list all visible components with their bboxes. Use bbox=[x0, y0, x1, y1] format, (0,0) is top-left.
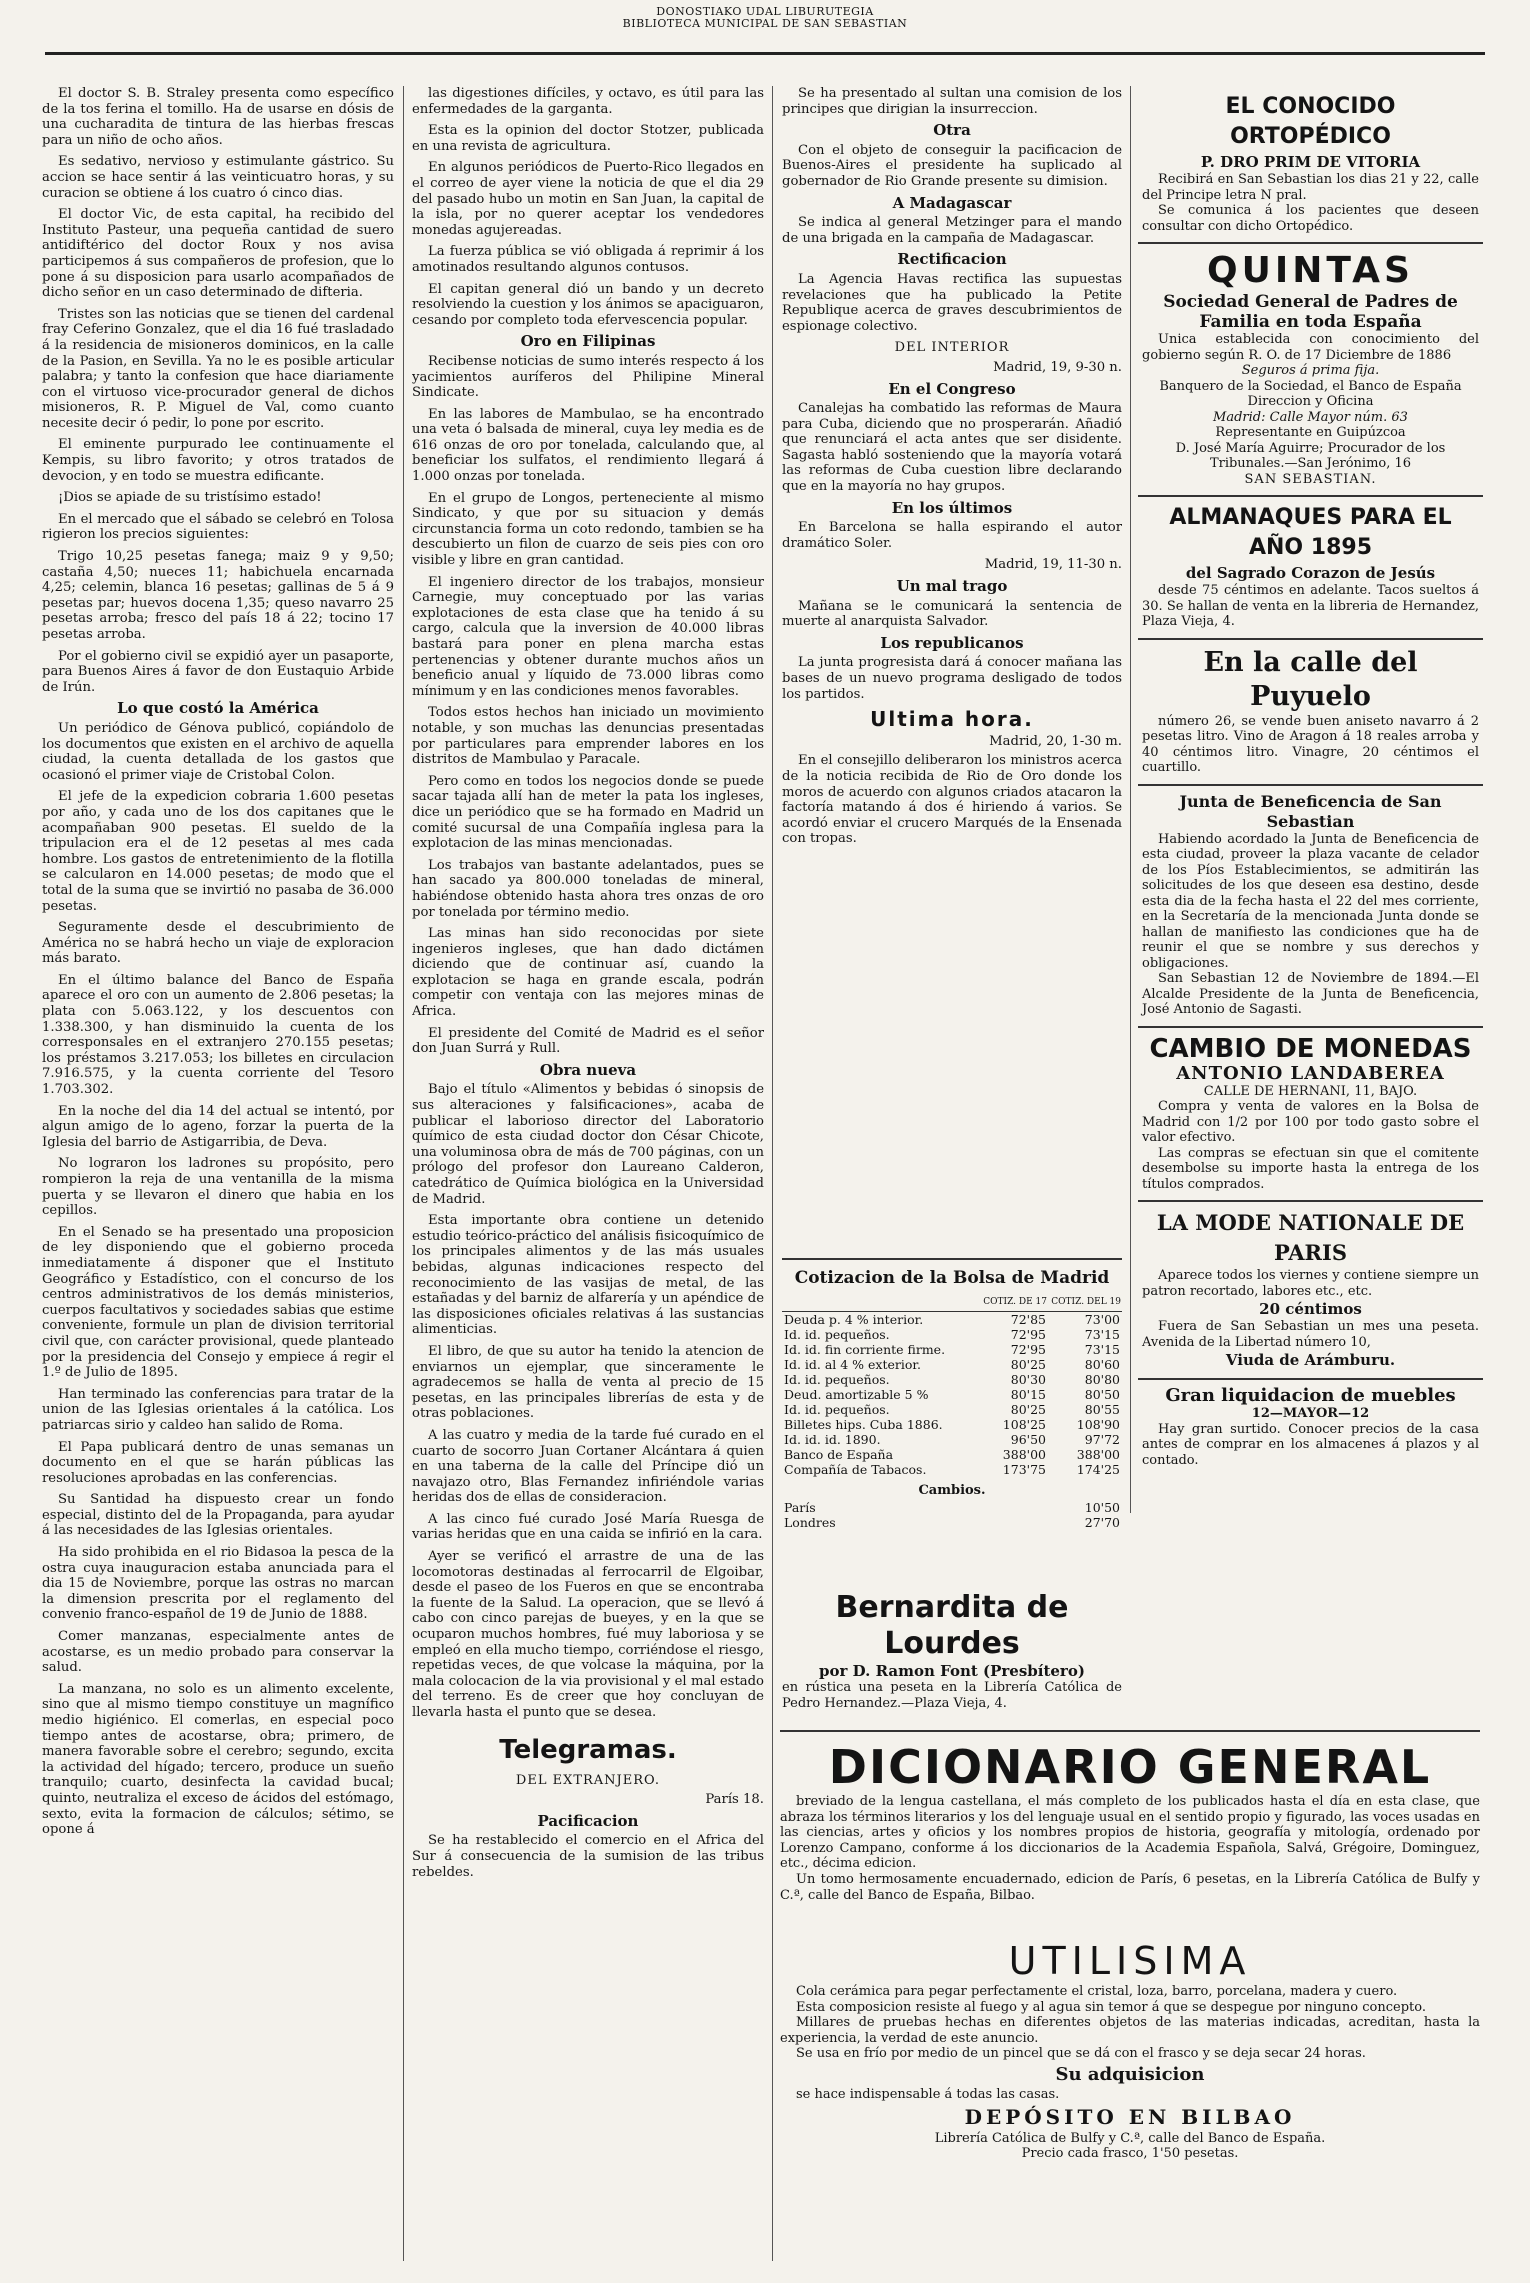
table-row bbox=[782, 1462, 1122, 1477]
section-heading: Pacificacion bbox=[537, 1811, 639, 1830]
ad-utilisima bbox=[780, 1938, 1480, 2161]
ad-ortopedico-title: EL CONOCIDO ORTOPÉDICO bbox=[1225, 94, 1396, 149]
table-row bbox=[782, 1447, 1122, 1462]
ad-quintas bbox=[1138, 244, 1483, 497]
bolsa-quote: 80'80 bbox=[1084, 1372, 1120, 1387]
article-paragraph: Se indica al general Metzinger para el mando de una brigada en la campaña de Madagascar. bbox=[782, 215, 1122, 246]
cambio-city: París bbox=[784, 1500, 816, 1515]
bolsa-quote: 174'25 bbox=[1076, 1462, 1120, 1477]
cambio-city: Londres bbox=[784, 1515, 836, 1530]
article-paragraph: Pero como en todos los negocios donde se puede sacar tajada allí han de meter la pata los ingleses, dice un periódico que se ha formado en Madrid un comité sucursal de una Compañía inglesa para la explotacion de las minas mencionadas. bbox=[412, 773, 764, 852]
ad-almanaques bbox=[1138, 497, 1483, 640]
bolsa-security-name: Id. id. fin corriente firme. bbox=[784, 1342, 946, 1357]
section-heading: Lo que costó la América bbox=[117, 699, 319, 718]
ad-cambio-text2: Las compras se efectuan sin que el comitente desembolse su importe hasta la entrega de los títulos comprados. bbox=[1142, 1145, 1479, 1192]
bolsa-col-a: COTIZ. DE 17 bbox=[974, 1294, 1048, 1312]
article-paragraph: Los trabajos van bastante adelantados, pues se han sacado ya 800.000 toneladas de mineral, habiéndose obtenido hasta ahora tres onzas de oro por tonelada por término medio. bbox=[412, 857, 764, 920]
ad-mode-title: LA MODE NATIONALE DE PARIS bbox=[1156, 1210, 1465, 1265]
ad-cambio-title: CAMBIO DE MONEDAS bbox=[1149, 1033, 1472, 1064]
bolsa-quote: 80'30 bbox=[1010, 1372, 1046, 1387]
ad-diccionario-title: DICIONARIO GENERAL bbox=[828, 1740, 1432, 1794]
section-heading: Telegramas. bbox=[499, 1734, 677, 1765]
ad-quintas-dir: Direccion y Oficina bbox=[1247, 394, 1374, 409]
ad-utilisima-t2: Esta composicion resiste al fuego y al agua sin temor á que se despegue por ninguno concepto. bbox=[796, 1999, 1426, 2015]
article-paragraph: El Papa publicará dentro de unas semanas un documento en el que se harán públicas las resoluciones aprobadas en las conferencias. bbox=[42, 1439, 394, 1486]
ad-muebles-sub: 12—MAYOR—12 bbox=[1251, 1406, 1370, 1421]
section-heading: Madrid, 19, 11-30 n. bbox=[984, 557, 1122, 573]
ad-puyuelo-text: número 26, se vende buen aniseto navarro á 2 pesetas litro. Vino de Aragon á 18 reales arroba y 40 céntimos litro. Vinagre, 20 céntimos el cuartillo. bbox=[1142, 713, 1479, 775]
column-divider-1 bbox=[403, 86, 404, 2261]
cambio-rate: 27'70 bbox=[1084, 1515, 1120, 1530]
column-divider-2 bbox=[772, 86, 773, 2261]
article-paragraph: El jefe de la expedicion cobraria 1.600 pesetas por año, y cada uno de los dos capitanes que le acompañaban 900 pesetas. El sueldo de la tripulacion era el de 12 pesetas al mes cada hombre. Los gastos de entretenimiento de la flotilla se calcularon en 14.000 pesetas; de modo que el total de la suma que se invirtió no pasaba de 36.000 pesetas. bbox=[42, 789, 394, 914]
article-paragraph: Ayer se verificó el arrastre de una de las locomotoras destinadas al ferrocarril de Elgoibar, desde el paseo de los Fueros en que se encontraba la fuente de la Salud. La operacion, que se llevó á cabo con cinco parejas de bueyes, y en la que se ocuparon muchos hombres, fué muy laboriosa y se empleó en ella mucho tiempo, corriéndose el riesgo, repetidas veces, de que volcase la máquina, por la mala colocacion de la via provisional y el mal estado del terreno. Es de creer que hoy concluyan de llevarla hasta el punto que se desea. bbox=[412, 1549, 764, 1720]
article-paragraph: La fuerza pública se vió obligada á reprimir á los amotinados resultando algunos contusos. bbox=[412, 244, 764, 275]
article-paragraph: En el mercado que el sábado se celebró en Tolosa rigieron los precios siguientes: bbox=[42, 511, 394, 543]
bolsa-quote: 173'75 bbox=[1002, 1462, 1046, 1477]
article-paragraph: La manzana, no solo es un alimento excelente, sino que al mismo tiempo constituye un magnífico medio higiénico. El comerlas, en especial poco tiempo antes de acostarse, obra; primero, de manera favorable sobre el cerebro; segundo, excita la actividad del hígado; tercero, produce un sueño tranquilo; cuarto, desinfecta la cavidad bucal; quinto, neutraliza el exceso de ácidos del estómago, sexto, evita la formacion de cálculos; sétimo, se opone á bbox=[42, 1681, 394, 1838]
bolsa-table bbox=[782, 1294, 1122, 1477]
article-paragraph: En algunos periódicos de Puerto-Rico llegados en el correo de ayer viene la noticia de que el dia 29 del pasado hubo un motin en San Juan, la capital de la isla, por no querer aceptar los vendedores monedas agujereadas. bbox=[412, 160, 764, 238]
section-heading: Rectificacion bbox=[897, 250, 1007, 269]
article-paragraph: Esta importante obra contiene un detenido estudio teórico-práctico del análisis fisicoquímico de los principales alimentos y de las más usuales bebidas, algunas indicaciones respecto del reconocimiento de las vasijas de metal, de las estañadas y del barniz de alfarería y un apéndice de las disposiciones oficiales relativas á las sustancias alimenticias. bbox=[412, 1213, 764, 1338]
bolsa-quote: 80'60 bbox=[1084, 1357, 1120, 1372]
ad-cambio-name: ANTONIO LANDABEREA bbox=[1176, 1062, 1445, 1084]
ad-cambio-text: Compra y venta de valores en la Bolsa de Madrid con 1/2 por 100 por todo gasto sobre el valor efectivo. bbox=[1142, 1099, 1479, 1145]
bolsa-quote: 80'25 bbox=[1010, 1402, 1046, 1417]
article-paragraph: las digestiones difíciles, y octavo, es útil para las enfermedades de la garganta. bbox=[412, 86, 764, 117]
ad-muebles bbox=[1138, 1380, 1483, 1476]
article-paragraph: Seguramente desde el descubrimiento de América no se habrá hecho un viaje de exploracion más barato. bbox=[42, 920, 394, 967]
table-row bbox=[782, 1515, 1122, 1530]
ad-utilisima-t7: Precio cada frasco, 1'50 pesetas. bbox=[1021, 2145, 1239, 2161]
table-row bbox=[782, 1372, 1122, 1387]
bolsa-quote: 97'72 bbox=[1084, 1432, 1120, 1447]
bolsa-quote: 80'55 bbox=[1084, 1402, 1120, 1417]
cambios-title: Cambios. bbox=[918, 1483, 986, 1498]
bolsa-col-b: COTIZ. DEL 19 bbox=[1048, 1294, 1122, 1312]
cambio-rate: 10'50 bbox=[1084, 1500, 1120, 1515]
ad-cambio bbox=[1138, 1028, 1483, 1203]
article-paragraph: El presidente del Comité de Madrid es el señor don Juan Surrá y Rull. bbox=[412, 1025, 764, 1057]
bolsa-security-name: Id. id. pequeños. bbox=[784, 1372, 890, 1387]
table-row bbox=[782, 1387, 1122, 1402]
bolsa-security-name: Deuda p. 4 % interior. bbox=[784, 1312, 924, 1327]
article-paragraph: El doctor Vic, de esta capital, ha recibido del Instituto Pasteur, una pequeña cantidad de suero antidiftérico del doctor Roux y nos avisa participemos á sus compañeros de profesion, que lo pone á su disposicion para usarlo acompañados de dicho señor en un caso determinado de difteria. bbox=[42, 207, 394, 301]
ads-column bbox=[1138, 86, 1483, 1516]
bolsa-quote: 80'15 bbox=[1010, 1387, 1046, 1402]
ad-quintas-title: QUINTAS bbox=[1207, 250, 1414, 291]
bolsa-section bbox=[782, 1258, 1122, 1530]
column-1 bbox=[42, 86, 394, 2263]
section-heading: París 18. bbox=[705, 1792, 764, 1808]
ad-quintas-text: Unica establecida con conocimiento del gobierno según R. O. de 17 Diciembre de 1886 bbox=[1142, 332, 1479, 363]
ad-junta-text: Habiendo acordado la Junta de Beneficencia de esta ciudad, proveer la plaza vacante de celador de los Píos Establecimientos, se admitirán las solicitudes de los que deseen esa destino, desde esta dia de la fecha hasta el 22 del mes corriente, en la Secretaría de la mencionada Junta donde se hallan de manifiesto las condiciones que ha de reunir el que se nombre y sus derechos y obligaciones. bbox=[1142, 831, 1479, 971]
article-paragraph: Un periódico de Génova publicó, copiándolo de los documentos que existen en el archivo de aquella ciudad, la cuenta detallada de los gastos que ocasionó el primer viaje de Cristobal Colon. bbox=[42, 720, 394, 783]
ad-muebles-text: Hay gran surtido. Conocer precios de la casa antes de comprar en los almacenes á plazos y al contado. bbox=[1142, 1421, 1479, 1468]
table-row bbox=[782, 1500, 1122, 1515]
ad-utilisima-t4: Se usa en frío por medio de un pincel que se dá con el frasco y se deja secar 24 horas. bbox=[796, 2046, 1366, 2062]
ad-utilisima-t1: Cola cerámica para pegar perfectamente el cristal, loza, barro, porcelana, madera y cuero. bbox=[796, 1984, 1398, 1999]
article-paragraph: Trigo 10,25 pesetas fanega; maiz 9 y 9,50; castaña 4,50; nueces 11; habichuela encarnada 4,25; celemin, blanca 16 pesetas; gallinas de 5 á 9 pesetas par; huevos docena 1,35; queso navarro 25 pesetas arroba; fresco del país 18 á 22; tocino 17 pesetas arroba. bbox=[42, 549, 394, 642]
article-paragraph: No lograron los ladrones su propósito, pero rompieron la reja de una ventanilla de la misma puerta y se llevaron el dinero que habia en los cepillos. bbox=[42, 1156, 394, 1219]
ad-ortopedico-text: Recibirá en San Sebastian los dias 21 y 22, calle del Principe letra N pral. bbox=[1142, 172, 1479, 203]
article-paragraph: Esta es la opinion del doctor Stotzer, publicada en una revista de agricultura. bbox=[412, 123, 764, 154]
ad-utilisima-adq: Su adquisicion bbox=[1055, 2063, 1205, 2085]
section-heading: Un mal trago bbox=[896, 577, 1008, 596]
ad-mode-text: Aparece todos los viernes y contiene siempre un patron recortado, labores etc., etc. bbox=[1142, 1268, 1479, 1299]
article-paragraph: A las cuatro y media de la tarde fué curado en el cuarto de socorro Juan Cortaner Alcántara á quien en una taberna de la calle del Príncipe dió un navajazo otro, Blas Fernandez infiriéndole varias heridas dos de ellas de consideracion. bbox=[412, 1427, 764, 1506]
section-heading: Los republicanos bbox=[880, 633, 1024, 652]
bolsa-quote: 72'85 bbox=[1010, 1312, 1046, 1327]
section-heading: DEL EXTRANJERO. bbox=[515, 1772, 661, 1788]
ad-almanaques-title: ALMANAQUES PARA EL AÑO 1895 bbox=[1169, 505, 1452, 560]
ad-utilisima-t3: Millares de pruebas hechas en diferentes objetos de las materias indicadas, acreditan, hasta la experiencia, la verdad de este anuncio. bbox=[780, 2015, 1480, 2046]
article-paragraph: En el consejillo deliberaron los ministros acerca de la noticia recibida de Rio de Oro donde los moros de acuerdo con algunos criados atacaron la factoría matando á dos é hiriendo á varios. Se acordó enviar el crucero Marqués de la Ensenada con tropas. bbox=[782, 753, 1122, 847]
article-paragraph: Por el gobierno civil se expidió ayer un pasaporte, para Buenos Aires á favor de don Eustaquio Arbide de Irún. bbox=[42, 648, 394, 695]
ad-ortopedico-name: P. DRO PRIM DE VITORIA bbox=[1200, 153, 1421, 171]
article-paragraph: La junta progresista dará á conocer mañana las bases de un nuevo programa desligado de todos los partidos. bbox=[782, 655, 1122, 702]
section-heading: A Madagascar bbox=[892, 193, 1012, 212]
ad-diccionario-text2: Un tomo hermosamente encuadernado, edicion de París, 6 pesetas, en la Librería Católica de Bulfy y C.ª, calle del Banco de España, Bilbao. bbox=[780, 1871, 1480, 1903]
ad-mode bbox=[1138, 1202, 1483, 1380]
bolsa-quote: 108'25 bbox=[1002, 1417, 1046, 1432]
column-2 bbox=[412, 86, 764, 2263]
bolsa-quote: 108'90 bbox=[1076, 1417, 1120, 1432]
ad-lourdes-text: en rústica una peseta en la Librería Católica de Pedro Hernandez.—Plaza Vieja, 4. bbox=[782, 1680, 1122, 1711]
ad-mode-text2: Fuera de San Sebastian un mes una peseta. Avenida de la Libertad número 10, bbox=[1142, 1319, 1479, 1350]
ad-quintas-rep2: D. José María Aguirre; Procurador de los Tribunales.—San Jerónimo, 16 bbox=[1175, 440, 1446, 471]
column-divider-3 bbox=[1130, 86, 1131, 1513]
bolsa-quote: 73'00 bbox=[1084, 1312, 1120, 1327]
ad-diccionario-text: breviado de la lengua castellana, el más completo de los publicados hasta el día en esta clase, que abraza los términos literarios y los del lenguaje usual en el sentido propio y figurado, las voces usadas en las ciencias, artes y oficios y los nombres propios de historia, geografía y mitología, ordenado por Lorenzo Campano, conforme á los diccionarios de la Academia Española, Salvá, Grégoire, Dominguez, etc., décima edicion. bbox=[780, 1794, 1480, 1872]
article-paragraph: En el Senado se ha presentado una proposicion de ley disponiendo que el gobierno proceda inmediatamente á disponer que el Instituto Geográfico y Estadístico, con el concurso de los centros administrativos de los demás ministerios, cuerpos facultativos y sociedades sabias que estime conveniente, formule un plan de division territorial civil que, con carácter provisional, quede planteado por la presidencia del Consejo y empiece á regir el 1.º de Julio de 1895. bbox=[42, 1224, 394, 1381]
ad-lourdes bbox=[782, 1590, 1122, 1711]
article-paragraph: El eminente purpurado lee continuamente el Kempis, su libro favorito; y otros tratados de devocion, y en todo se muestra edificante. bbox=[42, 437, 394, 484]
article-paragraph: Con el objeto de conseguir la pacificacion de Buenos-Aires el presidente ha suplicado al gobernador de Rio Grande presente su dimision. bbox=[782, 142, 1122, 189]
ad-quintas-city: SAN SEBASTIAN. bbox=[1244, 471, 1377, 487]
table-row bbox=[782, 1342, 1122, 1357]
article-paragraph: Las minas han sido reconocidas por siete ingenieros ingleses, que han dado dictámen diciendo que de continuar así, cuando la explotacion se haga en grande escala, podrán competir con ventaja con las mejores minas de Africa. bbox=[412, 926, 764, 1020]
article-paragraph: En las labores de Mambulao, se ha encontrado una veta ó balsada de mineral, cuya ley media es de 616 onzas de oro por tonelada, calculando que, al beneficiar los sulfatos, el rendimiento llegará á 1.000 onzas por tonelada. bbox=[412, 406, 764, 485]
bolsa-quote: 80'50 bbox=[1084, 1387, 1120, 1402]
ad-mode-sign: Viuda de Arámburu. bbox=[1225, 1351, 1396, 1369]
article-paragraph: Comer manzanas, especialmente antes de acostarse, es un medio probado para conservar la salud. bbox=[42, 1629, 394, 1676]
bolsa-security-name: Id. id. id. 1890. bbox=[784, 1432, 881, 1447]
ad-quintas-seguros: Seguros á prima fija. bbox=[1241, 363, 1380, 378]
bolsa-security-name: Deud. amortizable 5 % bbox=[784, 1387, 929, 1402]
article-paragraph: En Barcelona se halla espirando el autor dramático Soler. bbox=[782, 520, 1122, 551]
ad-quintas-rep: Representante en Guipúzcoa bbox=[1215, 425, 1406, 440]
ad-utilisima-t5: se hace indispensable á todas las casas. bbox=[796, 2086, 1060, 2102]
table-row bbox=[782, 1432, 1122, 1447]
table-row bbox=[782, 1402, 1122, 1417]
table-row bbox=[782, 1312, 1122, 1328]
ad-utilisima-t6: Librería Católica de Bulfy y C.ª, calle del Banco de España. bbox=[934, 2130, 1326, 2146]
article-paragraph: ¡Dios se apiade de su tristísimo estado! bbox=[58, 490, 322, 506]
ad-lourdes-sub: por D. Ramon Font (Presbítero) bbox=[819, 1662, 1085, 1680]
article-paragraph: Todos estos hechos han iniciado un movimiento notable, y son muchas las denuncias presentadas por particulares para emprender labores en los distritos de Mambulao y Paracale. bbox=[412, 705, 764, 768]
ad-almanaques-sub: del Sagrado Corazon de Jesús bbox=[1185, 564, 1436, 582]
article-paragraph: El libro, de que su autor ha tenido la atencion de enviarnos un ejemplar, que sinceramente le agradecemos se halla de venta al precio de 15 pesetas, en las principales librerías de esta y de otras poblaciones. bbox=[412, 1343, 764, 1422]
bolsa-quote: 72'95 bbox=[1010, 1342, 1046, 1357]
bolsa-quote: 96'50 bbox=[1010, 1432, 1046, 1447]
ad-quintas-addr: Madrid: Calle Mayor núm. 63 bbox=[1213, 409, 1408, 425]
ad-junta-title: Junta de Beneficencia de San Sebastian bbox=[1179, 791, 1442, 831]
ad-ortopedico bbox=[1138, 86, 1483, 244]
article-paragraph: A las cinco fué curado José María Ruesga de varias heridas que en una caida se infirió en la cara. bbox=[412, 1511, 764, 1543]
section-heading: DEL INTERIOR bbox=[894, 340, 1010, 356]
section-heading: En los últimos bbox=[891, 498, 1013, 517]
ad-utilisima-deposito: DEPÓSITO EN BILBAO bbox=[964, 2104, 1296, 2129]
bolsa-security-name: Compañía de Tabacos. bbox=[784, 1462, 927, 1477]
section-heading: En el Congreso bbox=[888, 379, 1016, 398]
table-row bbox=[782, 1417, 1122, 1432]
library-stamp-line1: DONOSTIAKO UDAL LIBURUTEGIA bbox=[656, 5, 874, 18]
bolsa-quote: 73'15 bbox=[1084, 1327, 1120, 1342]
section-heading: Ultima hora. bbox=[870, 707, 1034, 732]
section-heading: Otra bbox=[933, 121, 971, 140]
article-paragraph: Ha sido prohibida en el rio Bidasoa la pesca de la ostra cuya inauguracion estaba anunciada para el dia 15 de Noviembre, porque las ostras no marcan la dimension prescrita por el reglamento del convenio franco-español de 19 de Junio de 1888. bbox=[42, 1545, 394, 1623]
article-paragraph: En el último balance del Banco de España aparece el oro con un aumento de 2.806 pesetas; la plata con 5.063.122, y los descuentos con 1.338.300, y han disminuido la cuenta de los corresponsales en el extranjero 270.155 pesetas; los préstamos 3.217.053; los billetes en circulacion 7.916.575, y la cuenta corriente del Tesoro 1.703.302. bbox=[42, 972, 394, 1098]
bolsa-quote: 388'00 bbox=[1076, 1447, 1120, 1462]
bolsa-security-name: Id. id. al 4 % exterior. bbox=[784, 1357, 921, 1372]
bolsa-quote: 72'95 bbox=[1010, 1327, 1046, 1342]
ad-utilisima-title: UTILISIMA bbox=[1008, 1939, 1252, 1983]
ad-almanaques-text: desde 75 céntimos en adelante. Tacos sueltos á 30. Se hallan de venta en la libreria de Hernandez, Plaza Vieja, 4. bbox=[1142, 583, 1479, 629]
bolsa-security-name: Id. id. pequeños. bbox=[784, 1402, 890, 1417]
bolsa-security-name: Id. id. pequeños. bbox=[784, 1327, 890, 1342]
table-row bbox=[782, 1357, 1122, 1372]
ad-muebles-title: Gran liquidacion de muebles bbox=[1165, 1385, 1456, 1406]
ad-puyuelo-title: En la calle del Puyuelo bbox=[1203, 646, 1418, 712]
article-paragraph: Bajo el título «Alimentos y bebidas ó sinopsis de sus alteraciones y falsificaciones», acaba de publicar el laborioso director del Laboratorio químico de esta ciudad doctor don César Chicote, una voluminosa obra de más de 700 páginas, con un prólogo del profesor don Laureano Calderon, catedrático de Química biológica en la Universidad de Madrid. bbox=[412, 1082, 764, 1207]
bolsa-quote: 80'25 bbox=[1010, 1357, 1046, 1372]
bolsa-title: Cotizacion de la Bolsa de Madrid bbox=[794, 1268, 1110, 1288]
ad-junta-date: San Sebastian 12 de Noviembre de 1894.—El Alcalde Presidente de la Junta de Beneficencia, José Antonio de Sagasti. bbox=[1142, 971, 1479, 1017]
bolsa-quote: 73'15 bbox=[1084, 1342, 1120, 1357]
ad-junta bbox=[1138, 786, 1483, 1028]
article-paragraph: El ingeniero director de los trabajos, monsieur Carnegie, muy conceptuado por las varias explotaciones de esta clase que ha tenido á su cargo, calcula que la inversion de 40.000 libras bastará para poner en plena marcha estas pertenencias y obtener durante muchos años un beneficio anual y líquido de 73.000 libras como mínimum y en las condiciones menos favorables. bbox=[412, 574, 764, 699]
table-row bbox=[782, 1327, 1122, 1342]
ad-diccionario bbox=[780, 1730, 1480, 1903]
bolsa-security-name: Banco de España bbox=[784, 1447, 894, 1462]
article-paragraph: El capitan general dió un bando y un decreto resolviendo la cuestion y los ánimos se apaciguaron, cesando por completo toda efervescencia popular. bbox=[412, 281, 764, 328]
ad-ortopedico-text2: Se comunica á los pacientes que deseen consultar con dicho Ortopédico. bbox=[1142, 203, 1479, 234]
section-heading: Obra nueva bbox=[539, 1060, 637, 1079]
article-paragraph: La Agencia Havas rectifica las supuestas revelaciones que ha publicado la Petite Republique acerca de graves descubrimientos de espionage colectivo. bbox=[782, 271, 1122, 334]
ad-cambio-addr: CALLE DE HERNANI, 11, BAJO. bbox=[1203, 1083, 1418, 1099]
article-paragraph: En la noche del dia 14 del actual se intentó, por algun amigo de lo ageno, forzar la puerta de la Iglesia del barrio de Astigarribia, de Deva. bbox=[42, 1103, 394, 1150]
article-paragraph: En el grupo de Longos, perteneciente al mismo Sindicato, y que por su situacion y demás circunstancia forma un coto redondo, tambien se ha descubierto un filon de cuarzo de seis pies con oro visible y libre en gran cantidad. bbox=[412, 490, 764, 569]
cambios-table bbox=[782, 1500, 1122, 1530]
article-paragraph: Recibense noticias de sumo interés respecto á los yacimientos auríferos del Philipine Mineral Sindicate. bbox=[412, 353, 764, 401]
ad-lourdes-title: Bernardita de Lourdes bbox=[835, 1590, 1069, 1661]
section-heading: Madrid, 19, 9-30 n. bbox=[993, 359, 1122, 375]
column-3 bbox=[782, 86, 1122, 1236]
top-rule bbox=[45, 52, 1485, 55]
article-paragraph: Mañana se le comunicará la sentencia de muerte al anarquista Salvador. bbox=[782, 598, 1122, 630]
article-paragraph: El doctor S. B. Straley presenta como específico de la tos ferina el tomillo. Ha de usarse en dósis de una cucharadita de tintura de las hierbas frescas para un niño de ocho años. bbox=[42, 86, 394, 148]
library-stamp bbox=[0, 6, 1530, 30]
article-paragraph: Su Santidad ha dispuesto crear un fondo especial, distinto del de la Propaganda, para ayudar á las necesidades de las Iglesias orientales. bbox=[42, 1492, 394, 1539]
article-paragraph: Se ha restablecido el comercio en el Africa del Sur á consecuencia de la sumision de las tribus rebeldes. bbox=[412, 1833, 764, 1880]
article-paragraph: Canalejas ha combatido las reformas de Maura para Cuba, diciendo que no prosperarán. Añadió que renunciará el acta antes que ser disidente. Sagasta habló sosteniendo que la mayoría votará las reformas de Cuba cuestion libre declarando que en la mayoría no hay grupos. bbox=[782, 401, 1122, 495]
article-paragraph: Se ha presentado al sultan una comision de los principes que dirigian la insurreccion. bbox=[782, 86, 1122, 117]
bolsa-quote: 388'00 bbox=[1002, 1447, 1046, 1462]
ad-quintas-sub: Sociedad General de Padres de Familia en toda España bbox=[1163, 292, 1458, 332]
section-heading: Oro en Filipinas bbox=[520, 332, 656, 351]
bolsa-security-name: Billetes hips. Cuba 1886. bbox=[784, 1417, 943, 1432]
article-paragraph: Han terminado las conferencias para tratar de la union de las Iglesias orientales á la católica. Los patriarcas sirio y caldeo han salido de Roma. bbox=[42, 1386, 394, 1433]
ad-puyuelo bbox=[1138, 640, 1483, 786]
ad-quintas-bank: Banquero de la Sociedad, el Banco de España bbox=[1159, 378, 1462, 394]
article-paragraph: Tristes son las noticias que se tienen del cardenal fray Ceferino Gonzalez, que el dia 16 fué trasladado á la residencia de misioneros dominicos, en la calle de la Pasion, en Sevilla. Ya no le es posible articular palabra; y tanto la confesion que hace diariamente con el virtuoso vice-procurador general de dichos misioneros, R. P. Miguel de Val, como cuanto necesite decir ó pedir, lo pone por escrito. bbox=[42, 306, 394, 431]
library-stamp-line2: BIBLIOTECA MUNICIPAL DE SAN SEBASTIAN bbox=[622, 17, 908, 30]
ad-mode-price: 20 céntimos bbox=[1259, 1300, 1362, 1318]
article-paragraph: Es sedativo, nervioso y estimulante gástrico. Su accion se hace sentir á las veinticuatro horas, y su curacion se obtiene á los cuatro ó cinco dias. bbox=[42, 154, 394, 201]
section-heading: Madrid, 20, 1-30 m. bbox=[989, 733, 1122, 749]
